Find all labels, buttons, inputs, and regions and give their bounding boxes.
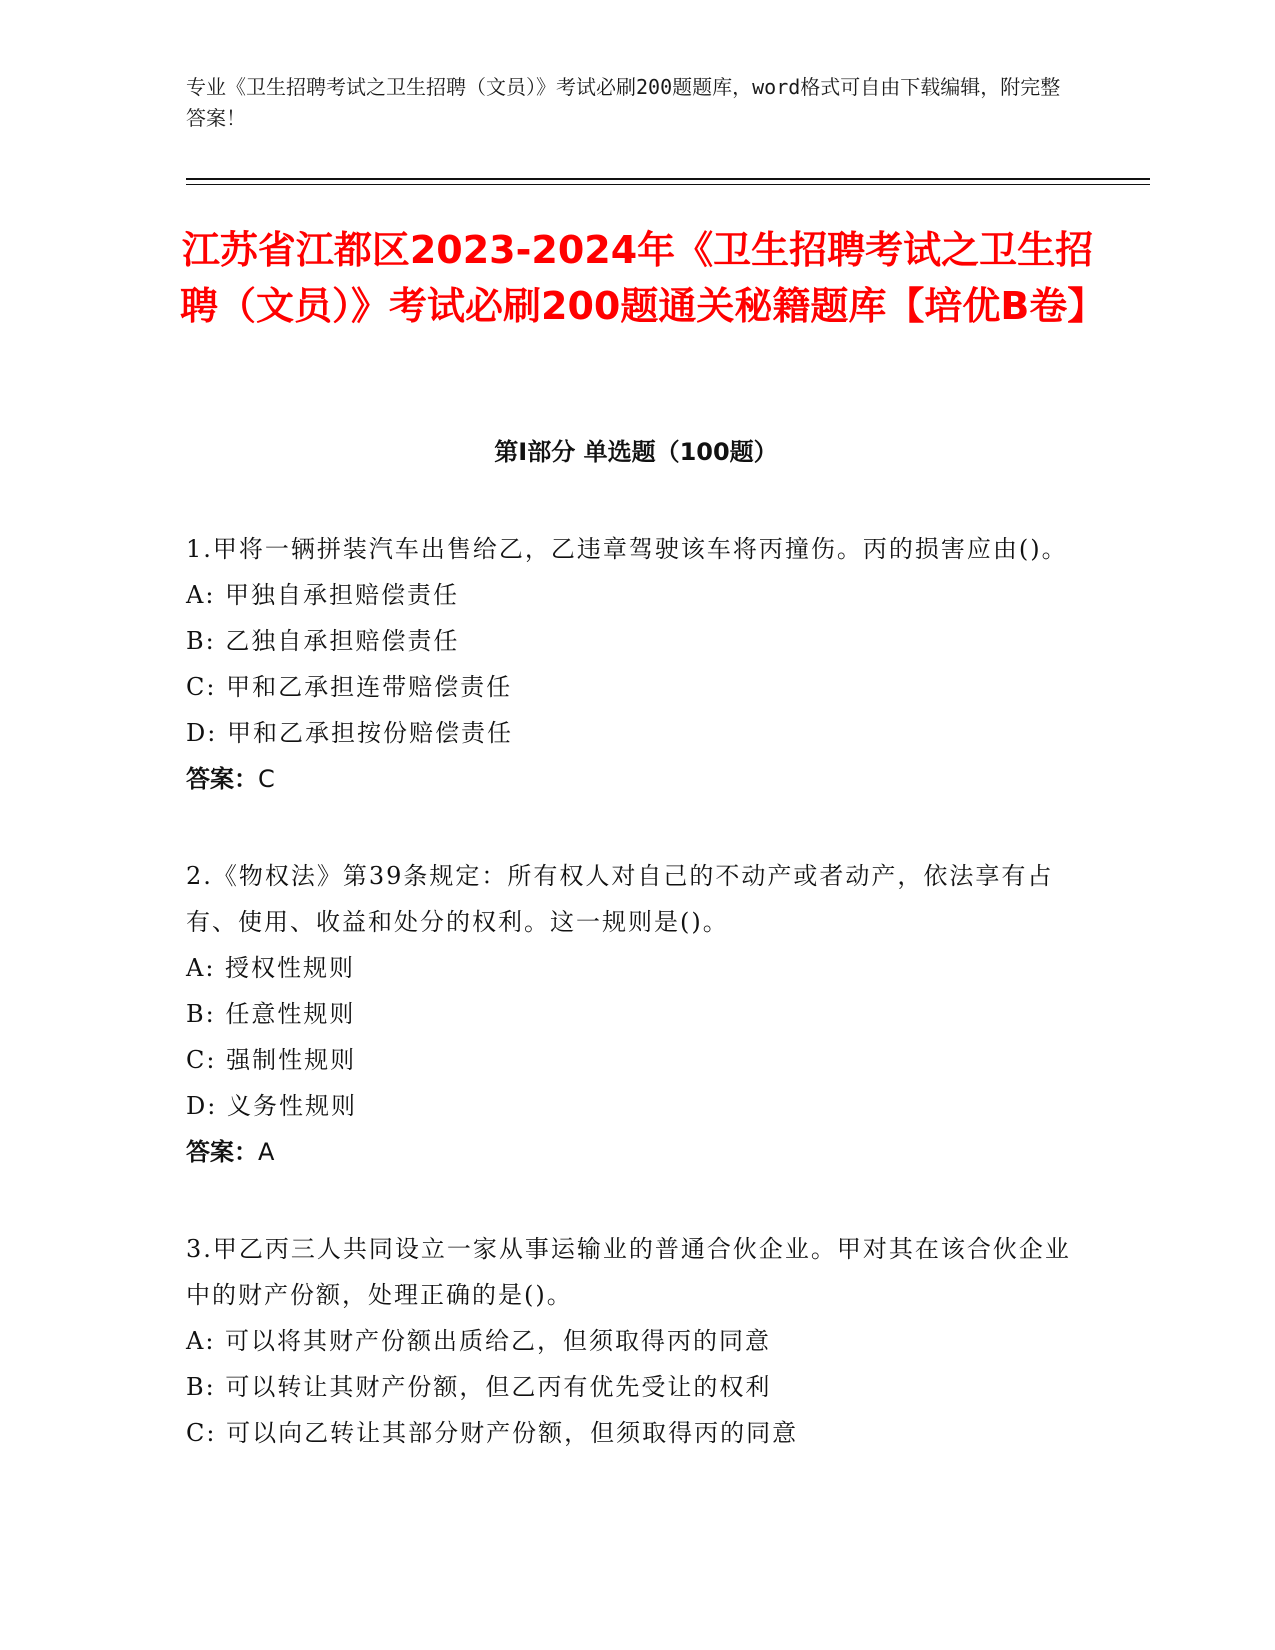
header-note: 专业《卫生招聘考试之卫生招聘（文员）》考试必刷200题题库，word格式可自由下载编辑，附完整答案！	[186, 75, 1061, 130]
question-option-c: C: 强制性规则	[186, 1046, 357, 1074]
answer-label: 答案：	[186, 1138, 258, 1166]
question-item	[186, 526, 1076, 802]
question-stem: 3.甲乙丙三人共同设立一家从事运输业的普通合伙企业。甲对其在该合伙企业中的财产份额，处理正确的是()。	[186, 1235, 1071, 1309]
answer-label: 答案：	[186, 765, 258, 793]
question-option-b: B: 乙独自承担赔偿责任	[186, 627, 460, 655]
section-title: 第Ⅰ部分 单选题（100题）	[494, 438, 778, 466]
question-option-c: C: 甲和乙承担连带赔偿责任	[186, 673, 513, 701]
question-list	[186, 526, 1076, 1507]
question-option-d: D: 甲和乙承担按份赔偿责任	[186, 719, 513, 747]
question-item	[186, 1226, 1076, 1456]
question-option-b: B: 可以转让其财产份额，但乙丙有优先受让的权利	[186, 1373, 772, 1401]
question-option-d: D: 义务性规则	[186, 1092, 357, 1120]
document-title: 江苏省江都区2023-2024年《卫生招聘考试之卫生招聘（文员）》考试必刷200题通关秘籍题库【培优B卷】	[180, 228, 1106, 328]
question-stem: 2.《物权法》第39条规定：所有权人对自己的不动产或者动产，依法享有占有、使用、收益和处分的权利。这一规则是()。	[186, 862, 1054, 936]
question-answer	[186, 1129, 1076, 1175]
header-divider-thick	[186, 178, 1150, 180]
question-item	[186, 853, 1076, 1175]
header-divider-thin	[186, 184, 1150, 185]
question-stem: 1.甲将一辆拼装汽车出售给乙，乙违章驾驶该车将丙撞伤。丙的损害应由()。	[186, 535, 1068, 563]
question-option-a: A: 可以将其财产份额出质给乙，但须取得丙的同意	[186, 1327, 772, 1355]
question-option-a: A: 授权性规则	[186, 954, 356, 982]
answer-value: C	[258, 765, 275, 793]
question-option-c: C: 可以向乙转让其部分财产份额，但须取得丙的同意	[186, 1419, 799, 1447]
question-option-b: B: 任意性规则	[186, 1000, 356, 1028]
question-answer	[186, 756, 1076, 802]
question-option-a: A: 甲独自承担赔偿责任	[186, 581, 460, 609]
answer-value: A	[258, 1138, 275, 1166]
